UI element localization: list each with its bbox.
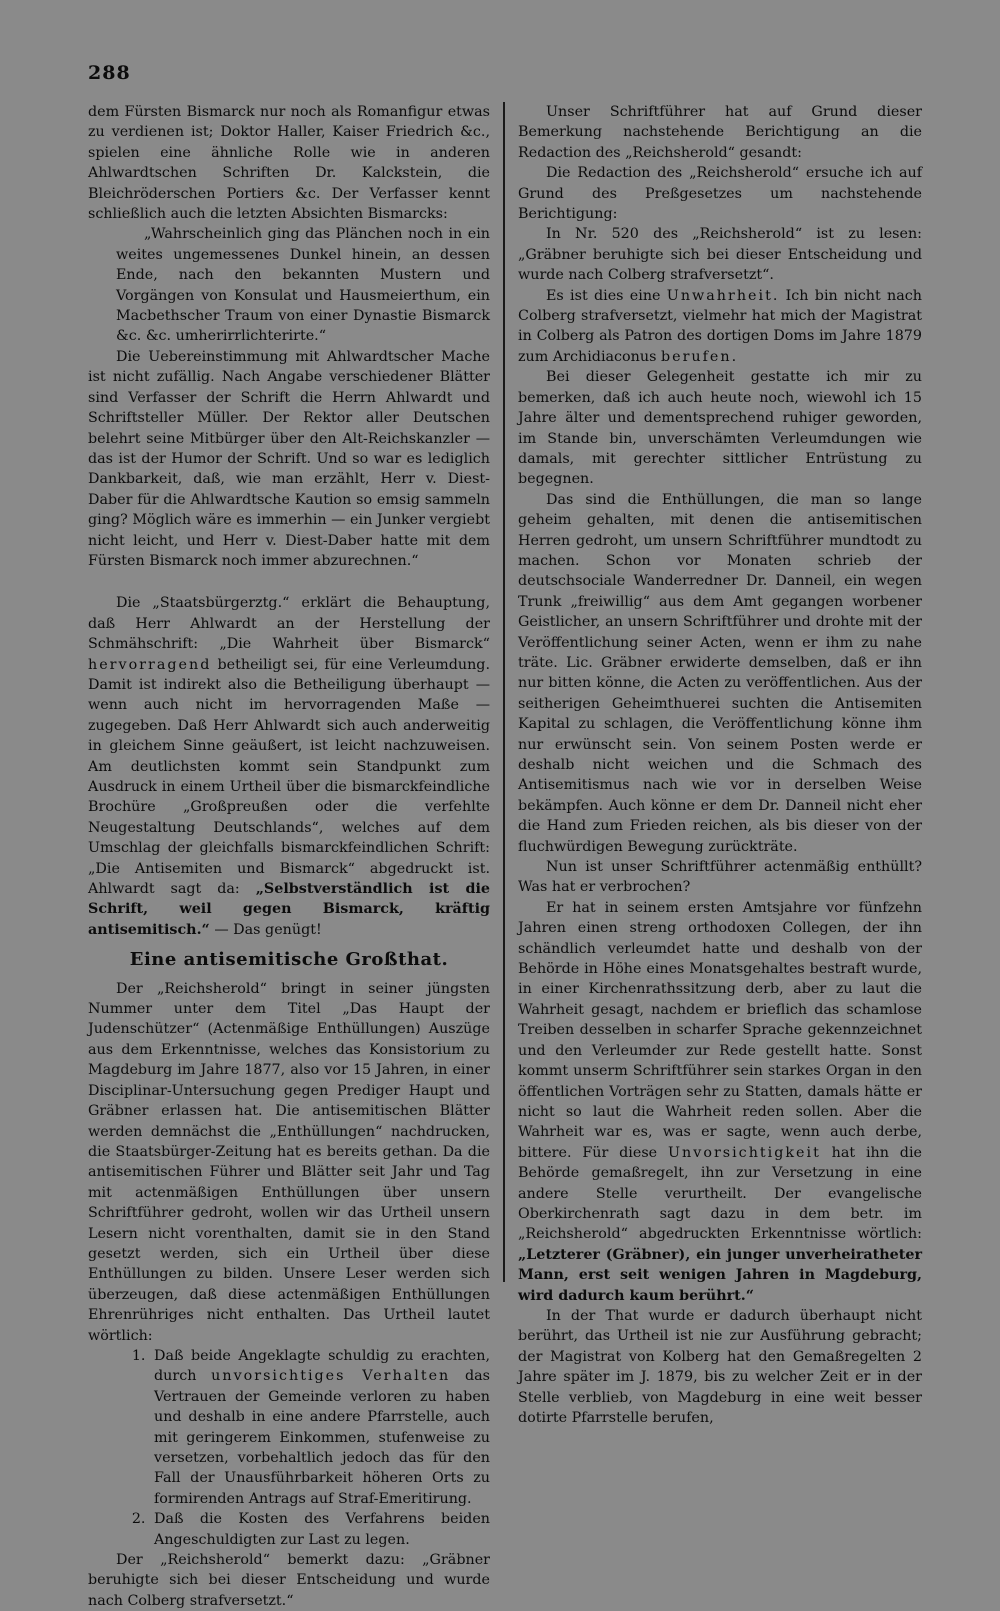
paragraph: Unser Schriftführer hat auf Grund dieser Bemerkung nachstehende Berichtigung an die Redaction des „Reichsherold“ gesandt: (518, 104, 922, 161)
bold-quote: „Selbstverständlich ist die Schrift, weil gegen Bismarck, kräftig antisemitisch.“ (88, 881, 491, 938)
text: Daß beide Angeklagte schuldig zu erachten, durch (154, 1347, 490, 1385)
text: Er hat in seinem ersten Amtsjahre vor fünfzehn Jahren einen streng orthodoxen Collegen, der ihn schändlich verleumdet hatte und deshalb von der Behörde in Höhe eines Monatsgehaltes bestraft wurde, in einer Kirchenrathssitzung derb, aber zu laut die Wahrheit gesagt, nachdem er brieflich das schamlose Treiben desselben in scharfer Sprache gekennzeichnet und den Verleumder zur Rede gestellt hatte. Sonst kommt unserm Schriftführer sein starkes Organ in den öffentlichen Vorträgen sehr zu Statten, damals hätte er nicht so laut die Wahrheit reden sollen. Aber die Wahrheit war es, was er sagte, wenn auch derbe, bittere. Für diese (518, 899, 922, 1161)
spaced-emphasis: Unwahrheit. (666, 287, 780, 304)
paragraph: Das sind die Enthüllungen, die man so lange geheim gehalten, mit denen die antisemitischen Herren gedroht, um unsern Schriftführer mundtodt zu machen. Schon vor Monaten schrieb der deutschsociale Wanderredner Dr. Danneil, ein wegen Trunk „freiwillig“ aus dem Amt gegangen worbener Geistlicher, an unsern Schriftführer und drohte mit der Veröffentlichung seiner Acten, wenn er ihm zu nahe träte. Lic. Gräbner erwiderte demselben, daß er ihn nur bitten könne, die Acten zu veröffentlichen. Aus der seitherigen Geheimthuerei suchten die Antisemiten Kapital zu schlagen, die Veröffentlichung könne ihm nur erwünscht sein. Von seinem Posten werde er deshalb nicht weichen und die Schmach des Antisemitismus nach wie vor in derselben Weise bekämpfen. Auch könne er dem Dr. Danneil nicht eher die Hand zum Frieden reichen, als bis dieser von der fluchwürdigen Bewegung zurückträte. (518, 491, 922, 855)
left-column (88, 102, 490, 1611)
spaced-emphasis: hervorragend (88, 656, 212, 673)
text: — Das genügt! (214, 921, 322, 938)
text: Es ist dies eine (546, 287, 661, 304)
text: Ich bin nicht nach Colberg strafversetzt, vielmehr hat mich der Magistrat in Colberg als Patron des dortigen Doms im Jahre 1879 zum Archidiaconus (518, 287, 922, 365)
text: das Vertrauen der Gemeinde verloren zu haben und deshalb in eine andere Pfarrstelle, auch mit geringerem Einkommen, stufenweise zu versetzen, vorbehaltlich jedoch das für den Fall der Unausführbarkeit höheren Orts zu formirenden Antrags auf Straf-Emeritirung. (154, 1368, 490, 1507)
paragraph (518, 286, 922, 368)
spaced-emphasis: unvorsichtiges Verhalten (211, 1368, 451, 1385)
paragraph: In Nr. 520 des „Reichsherold“ ist zu lesen: „Gräbner beruhigte sich bei dieser Entscheidung und wurde nach Colberg strafversetzt“. (518, 226, 922, 284)
column-divider (503, 102, 505, 1282)
section-heading: Eine antisemitische Großthat. (129, 949, 449, 971)
paragraph: Der „Reichsherold“ bringt in seiner jüngsten Nummer unter dem Titel „Das Haupt der Judenschützer“ (Actenmäßige Enthüllungen) Auszüge aus dem Erkenntnisse, welches das Konsistorium zu Magdeburg im Jahre 1877, also vor 15 Jahren, in einer Disciplinar-Untersuchung gegen Prediger Haupt und Gräbner erlassen hat. Die antisemitischen Blätter werden demnächst die „Enthüllungen“ nachdrucken, die Staatsbürger-Zeitung hat es bereits gethan. Da die antisemitischen Führer und Blätter seit Jahr und Tag mit actenmäßigen Enthüllungen über unsern Schriftführer gedroht, wollen wir das Urtheil unsern Lesern nicht vorenthalten, damit sie in den Stand gesetzt werden, sich ein Urtheil über diese Enthüllungen zu bilden. Unsere Leser werden sich überzeugen, daß diese actenmäßigen Enthüllungen Ehrenrühriges nicht enthalten. Das Urtheil lautet wörtlich: (88, 980, 490, 1344)
text: betheiligt sei, für eine Verleumdung. Damit ist indirekt also die Betheiligung überhaupt — wenn auch nicht im hervorragenden Maße — zugegeben. Daß Herr Ahlwardt sich auch anderweitig in gleichem Sinne geäußert, ist leicht nachzuweisen. Am deutlichsten kommt sein Standpunkt zum Ausdruck in einem Urtheil über die bismarckfeindliche Brochüre „Großpreußen oder die verfehlte Neugestaltung Deutschlands“, welches auf dem Umschlag der gleichfalls bismarckfeindlichen Schrift: „Die Antisemiten und Bismarck“ abgedruckt ist. Ahlwardt sagt da: (88, 656, 491, 898)
paragraph: dem Fürsten Bismarck nur noch als Romanfigur etwas zu verdienen ist; Doktor Haller, Kaiser Friedrich &c., spielen eine ähnliche Rolle wie in anderen Ahlwardtschen Schriften Dr. Kalckstein, die Bleichröderschen Portiers &c. Der Verfasser kennt schließlich auch die letzten Absichten Bismarcks: (88, 104, 490, 223)
paragraph: Die Uebereinstimmung mit Ahlwardtscher Mache ist nicht zufällig. Nach Angabe verschiedener Blätter sind Verfasser der Schrift die Herrn Ahlwardt und Schriftsteller Müller. Der Rektor aller Deutschen belehrt seine Mitbürger über den Alt-Reichskanzler — das ist der Humor der Schrift. Und so war es lediglich Dankbarkeit, daß, wie man erzählt, Herr v. Diest-Daber für die Ahlwardtsche Kaution so emsig sammeln ging? Möglich wäre es immerhin — ein Junker vergiebt nicht leicht, und Herr v. Diest-Daber hatte mit dem Fürsten Bismarck noch immer abzurechnen.“ (88, 348, 490, 569)
spaced-emphasis: berufen. (660, 348, 739, 365)
text: Die „Staatsbürgerztg.“ erklärt die Behauptung, daß Herr Ahlwardt an der Herstellung der Schmähschrift: „Die Wahrheit über Bismarck“ (88, 595, 490, 653)
paragraph (518, 898, 922, 1306)
paragraph: Die Redaction des „Reichsherold“ ersuche ich auf Grund des Preßgesetzes um nachstehende Berichtigung: (518, 165, 922, 223)
paragraph: Nun ist unser Schriftführer actenmäßig enthüllt? Was hat er verbrochen? (518, 859, 922, 896)
bold-quote: „Letzterer (Gräbner), ein junger unverheiratheter Mann, erst seit wenigen Jahren in Magdeburg, wird dadurch kaum berührt.“ (518, 1246, 922, 1304)
list-item: 2. Daß die Kosten des Verfahrens beiden Angeschuldigten zur Last zu legen. (150, 1509, 490, 1550)
spaced-emphasis: Unvorsichtigkeit (668, 1144, 821, 1161)
block-quote: „Wahrscheinlich ging das Plänchen noch in ein weites ungemessenes Dunkel hinein, an dessen Ende, nach den bekannten Mustern und Vorgängen von Konsulat und Hausmeierthum, ein Macbethscher Traum von einer Dynastie Bismarck &c. &c. umherirrlichterirte.“ (116, 226, 490, 345)
paragraph: Bei dieser Gelegenheit gestatte ich mir zu bemerken, daß ich auch heute noch, wiewohl ich 15 Jahre älter und dementsprechend ruhiger geworden, im Stande bin, unverschämten Verleumdungen wie damals, mit gerechter sittlicher Entrüstung zu begegnen. (518, 369, 922, 488)
page-number: 288 (88, 62, 131, 84)
text: hat ihn die Behörde gemaßregelt, ihn zur Versetzung in eine andere Stelle verurtheilt. Der evangelische Oberkirchenrath sagt dazu in dem betr. im „Reichsherold“ abgedruckten Erkenntnisse wörtlich: (518, 1144, 922, 1243)
paragraph: In der That wurde er dadurch überhaupt nicht berührt, das Urtheil ist nie zur Ausführung gebracht; der Magistrat von Kolberg hat den Gemaßregelten 2 Jahre später im J. 1879, bis zu welcher Zeit er in der Stelle verblieb, von Magdeburg in eine weit besser dotirte Pfarrstelle berufen, (518, 1307, 922, 1426)
list-item (150, 1346, 490, 1509)
paragraph: Der „Reichsherold“ bemerkt dazu: „Gräbner beruhigte sich bei dieser Entscheidung und wurde nach Colberg strafversetzt.“ (88, 1552, 490, 1609)
right-column (518, 102, 922, 1428)
paragraph (88, 593, 490, 940)
